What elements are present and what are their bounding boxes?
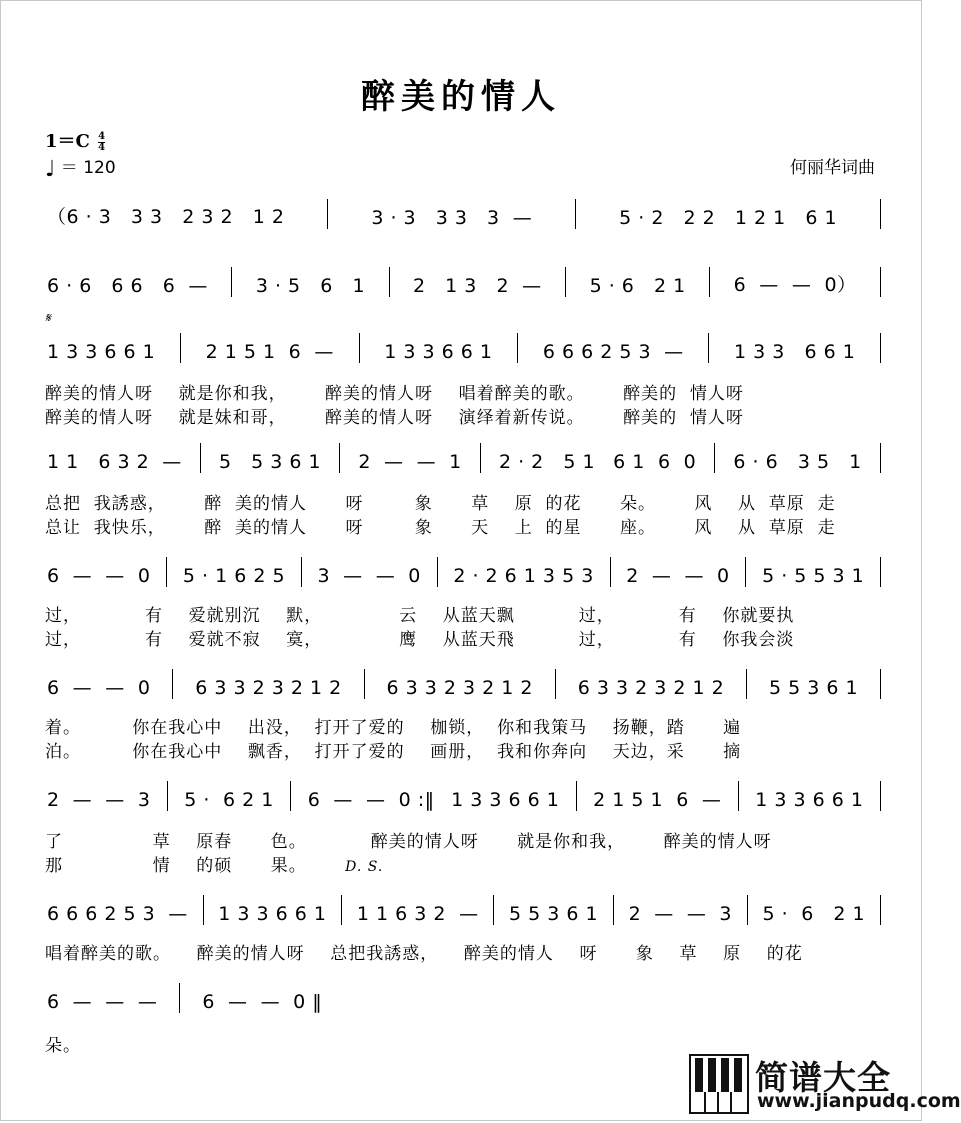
measure-group: 3 · 5 6 1: [255, 275, 366, 297]
barline: [180, 333, 181, 363]
barline: [301, 557, 302, 587]
measure-group: 1 3 3 6 6 1: [47, 341, 156, 363]
lyric-line-1: 唱着醉美的歌。 醉美的情人呀 总把我誘惑， 醉美的情人 呀 象 草 原 的花: [45, 944, 803, 964]
measure-group: 6 6 6 2 5 3 —: [47, 903, 188, 925]
barline: [575, 199, 576, 229]
measure-group: 5 · 6 2 1: [589, 275, 686, 297]
barline: [747, 895, 748, 925]
barline: [231, 267, 232, 297]
barline: [179, 983, 180, 1013]
barline: [880, 443, 881, 473]
lyric-line-2: 总让 我快乐， 醉 美的情人 呀 象 天 上 的星 座。 风 从 草原 走: [45, 518, 836, 538]
dal-segno-marking: D. S.: [345, 859, 384, 875]
measure-group: 6 — — 0: [47, 677, 151, 699]
measure-group: 6 — — 0）: [733, 274, 857, 296]
barline: [738, 781, 739, 811]
barline: [708, 333, 709, 363]
barline: [359, 333, 360, 363]
key-text: 1＝C: [45, 131, 90, 152]
measure-group: 5 · 5 5 3 1: [762, 565, 865, 587]
barline: [746, 669, 747, 699]
measure-group: 1 3 3 6 6 1: [755, 789, 864, 811]
barline: [555, 669, 556, 699]
measure-group: 6 — — 0 ‖: [202, 991, 323, 1013]
measure-group: 2 1 5 1 6 —: [205, 341, 334, 363]
tempo-marking: [45, 153, 116, 182]
barline: [709, 267, 710, 297]
barline: [327, 199, 328, 229]
quarter-note-icon: ♩: [45, 157, 56, 182]
barline: [493, 895, 494, 925]
barline: [389, 267, 390, 297]
key-signature: [45, 127, 105, 153]
time-signature-top: 4: [98, 130, 106, 142]
lyric-line-2: [45, 851, 871, 876]
barline: [880, 333, 881, 363]
logo-url[interactable]: www.jianpudq.com: [757, 1090, 961, 1112]
song-title: 醉美的情人: [361, 77, 561, 117]
measure-group: 2 1 3 2 —: [412, 275, 542, 297]
barline: [290, 781, 291, 811]
notation-row-3: [47, 333, 881, 363]
notation-row-7: [47, 781, 881, 811]
barline: [880, 199, 881, 229]
barline: [203, 895, 204, 925]
measure-group: 2 1 5 1 6 —: [593, 789, 722, 811]
lyric-line-1: 朵。: [45, 1036, 81, 1056]
notation-row-1: [47, 199, 881, 229]
measure-group: 6 3 3 2 3 2 1 2: [577, 677, 725, 699]
notation-row-2: [47, 267, 881, 297]
lyric-line-1: 着。 你在我心中 出没， 打开了爱的 枷锁， 你和我策马 扬鞭，踏 遍: [45, 718, 742, 738]
notation-row-4: [47, 443, 881, 473]
measure-group: 5 5 3 6 1: [769, 677, 859, 699]
barline: [745, 557, 746, 587]
barline: [880, 781, 881, 811]
lyric-line-1: 醉美的情人呀 就是你和我， 醉美的情人呀 唱着醉美的歌。 醉美的 情人呀: [45, 384, 744, 404]
measure-group: 5 · 6 2 1: [184, 789, 274, 811]
barline: [480, 443, 481, 473]
barline: [714, 443, 715, 473]
measure-group: 2 — — 3: [628, 903, 733, 925]
notation-row-8: [47, 895, 881, 925]
measure-group: 1 3 3 6 6 1: [734, 341, 856, 363]
lyric-line-1: 了 草 原春 色。 醉美的情人呀 就是你和我， 醉美的情人呀: [45, 832, 772, 852]
measure-group: 6 — — 0: [47, 565, 151, 587]
measure-group: 2 — — 1: [358, 451, 462, 473]
measure-group: 1 3 3 6 6 1: [384, 341, 493, 363]
barline: [364, 669, 365, 699]
measure-group: 5 5 3 6 1: [509, 903, 599, 925]
notation-row-9: [47, 983, 381, 1013]
segno-sign-icon: 𝄋: [45, 311, 51, 326]
measure-group: 6 — — —: [47, 991, 158, 1013]
measure-group: 6 · 6 3 5 1: [733, 451, 862, 473]
logo-brand-text: 简谱大全: [755, 1058, 891, 1097]
barline: [576, 781, 577, 811]
measure-group: 5 · 2 2 2 1 2 1 6 1: [619, 207, 838, 229]
barline: [437, 557, 438, 587]
notation-row-5: [47, 557, 881, 587]
barline: [610, 557, 611, 587]
site-logo: [689, 1050, 961, 1116]
lyric-line-2: 醉美的情人呀 就是妹和哥， 醉美的情人呀 演绎着新传说。 醉美的 情人呀: [45, 408, 744, 428]
barline: [880, 557, 881, 587]
barline: [167, 781, 168, 811]
piano-keys-icon: [689, 1054, 749, 1114]
measure-group: （6 · 3 3 3 2 3 2 1 2: [47, 206, 285, 228]
barline: [613, 895, 614, 925]
barline: [200, 443, 201, 473]
measure-group: 1 3 3 6 6 1: [451, 789, 560, 811]
composer-credit: 何丽华词曲: [790, 158, 875, 178]
measure-group: 2 · 2 5 1: [498, 451, 596, 473]
measure-group: 3 — — 0: [317, 565, 421, 587]
measure-group: 6 — — 0 :‖: [307, 789, 435, 811]
barline: [880, 669, 881, 699]
measure-group: 2 · 2 6 1 3 5 3: [453, 565, 594, 587]
measure-group: 5 · 1 6 2 5: [182, 565, 286, 587]
tempo-value: ＝ 120: [60, 158, 116, 178]
measure-group: 5 5 3 6 1: [218, 451, 322, 473]
measure-group: 5 · 6 2 1: [762, 903, 866, 925]
time-signature: [98, 132, 105, 153]
measure-group: 2 — — 3: [47, 789, 151, 811]
measure-group: 6 6 6 2 5 3 —: [542, 341, 684, 363]
measure-group: 2 — — 0: [626, 565, 730, 587]
measure-group: 6 3 3 2 3 2 1 2: [386, 677, 533, 699]
measure-group: 6 1 6 0: [613, 451, 697, 473]
measure-group: 6 · 6 6 6 6 —: [47, 275, 208, 297]
lyric-line-1: 总把 我誘惑， 醉 美的情人 呀 象 草 原 的花 朵。 风 从 草原 走: [45, 494, 836, 514]
lyric-line-2: 过， 有 爱就不寂 寞， 鹰 从蓝天飛 过， 有 你我会淡: [45, 630, 795, 650]
measure-group: 1 3 3 6 6 1: [218, 903, 327, 925]
barline: [339, 443, 340, 473]
measure-group: 1 1 6 3 2 —: [356, 903, 479, 925]
lyric-line-1: 过， 有 爱就别沉 默， 云 从蓝天飘 过， 有 你就要执: [45, 606, 795, 626]
barline: [517, 333, 518, 363]
lyric-text: 那 情 的硕 果。: [45, 856, 307, 876]
lyric-line-2: 泊。 你在我心中 飘香， 打开了爱的 画册， 我和你奔向 天边，采 摘: [45, 742, 742, 762]
barline: [172, 669, 173, 699]
barline: [341, 895, 342, 925]
barline: [880, 267, 881, 297]
notation-row-6: [47, 669, 881, 699]
barline: [565, 267, 566, 297]
measure-group: 1 1 6 3 2 —: [47, 451, 182, 473]
barline: [166, 557, 167, 587]
measure-group: 3 · 3 3 3 3 —: [371, 207, 533, 229]
time-signature-bottom: 4: [98, 141, 106, 153]
measure-group: 6 3 3 2 3 2 1 2: [195, 677, 342, 699]
barline: [880, 895, 881, 925]
